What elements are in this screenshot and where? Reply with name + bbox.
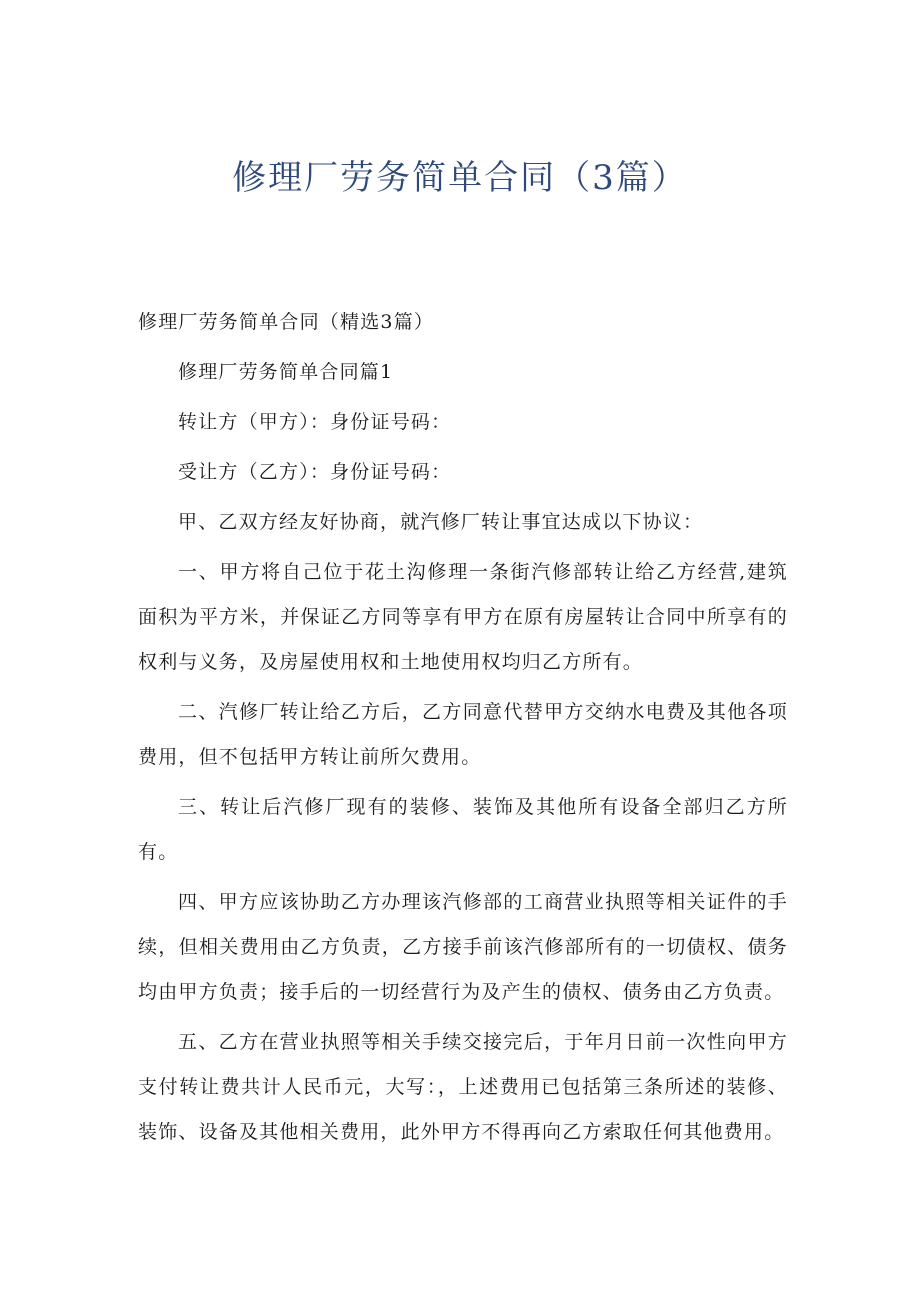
clause-4: 四、甲方应该协助乙方办理该汽修部的工商营业执照等相关证件的手续，但相关费用由乙方负责，乙方接手前该汽修部所有的一切债权、债务均由甲方负责；接手后的一切经营行为及产生的债权、债务由乙方负责。	[138, 891, 788, 1003]
document-subtitle: 修理厂劳务简单合同（精选3篇）	[138, 311, 435, 333]
party-b-line: 受让方（乙方）：身份证号码：	[178, 461, 452, 483]
party-a-line: 转让方（甲方）：身份证号码：	[178, 411, 452, 433]
clause-3: 三、转让后汽修厂现有的装修、装饰及其他所有设备全部归乙方所有。	[138, 796, 788, 863]
document-title: 修理厂劳务简单合同（3篇）	[232, 158, 688, 198]
clause-5: 五、乙方在营业执照等相关手续交接完后，于年月日前一次性向甲方支付转让费共计人民币元，大写：，上述费用已包括第三条所述的装修、装饰、设备及其他相关费用，此外甲方不得再向乙方索取任何其他费用。	[138, 1031, 788, 1143]
document-body	[138, 300, 788, 1160]
clause-2: 二、汽修厂转让给乙方后，乙方同意代替甲方交纳水电费及其他各项费用，但不包括甲方转让前所欠费用。	[138, 701, 788, 768]
clause-1: 一、甲方将自己位于花土沟修理一条街汽修部转让给乙方经营,建筑面积为平方米，并保证乙方同等享有甲方在原有房屋转让合同中所享有的权利与义务，及房屋使用权和土地使用权均归乙方所有。	[138, 561, 788, 673]
section-heading: 修理厂劳务简单合同篇1	[178, 361, 394, 383]
agreement-intro: 甲、乙双方经友好协商，就汽修厂转让事宜达成以下协议：	[178, 511, 704, 533]
